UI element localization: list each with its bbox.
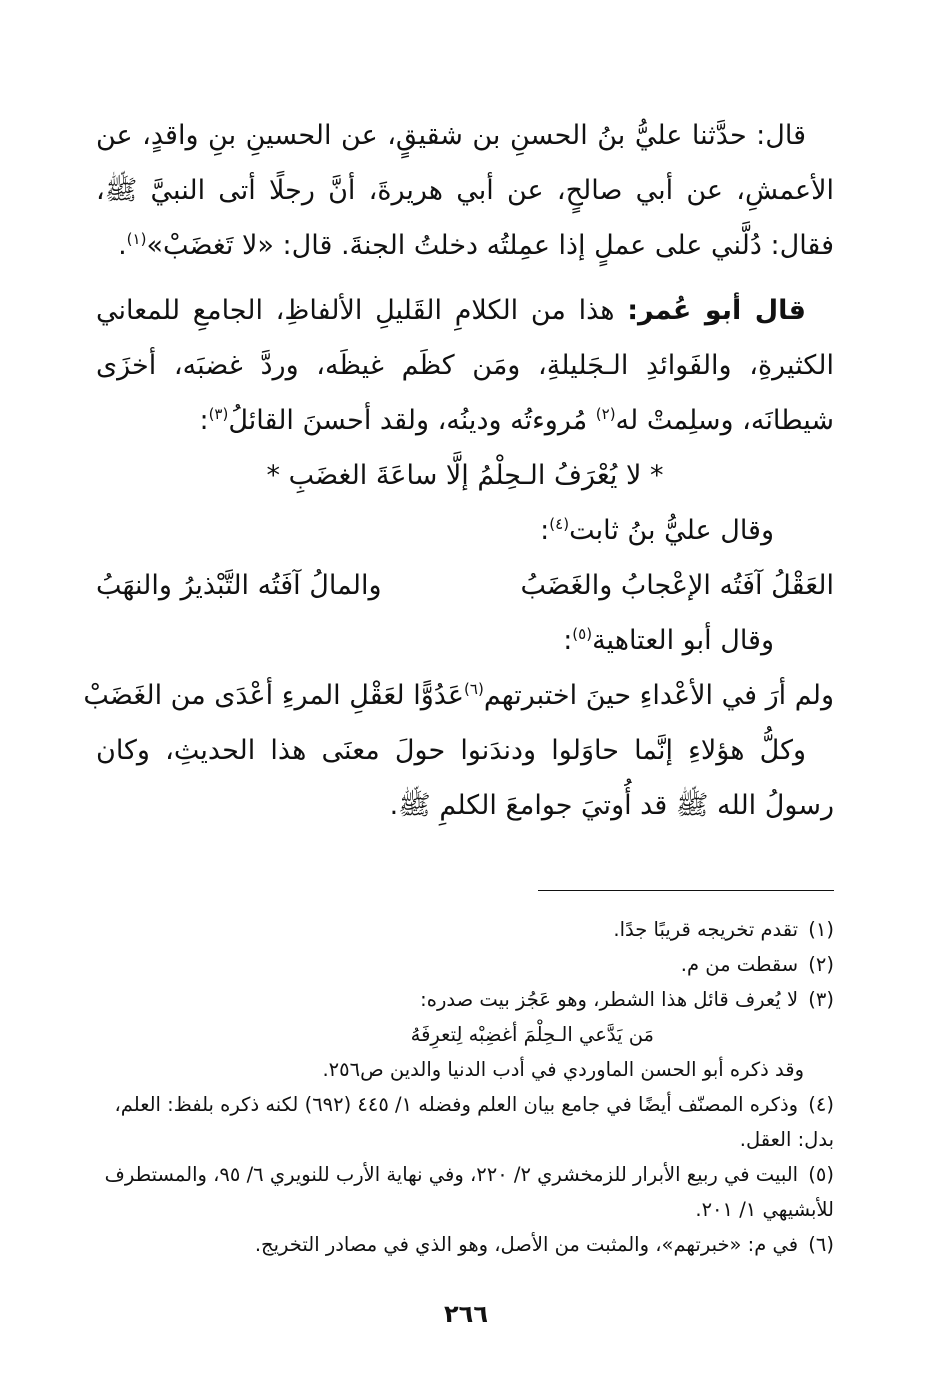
verse-2-first-hemistich: العَقْلُ آفَتُه الإعْجابُ والغَضَبُ [520,570,834,601]
footnote-6: (٦) في م: «خبرتهم»، والمثبت من الأصل، وهو الذي في مصادر التخريج. [254,1233,834,1256]
commentary-lead: قال أبو عُمر: [627,295,806,326]
footnotes-block [96,912,834,1262]
footnote-ref-2[interactable]: (٢) [595,405,616,423]
verse-line-2 [96,558,834,613]
paragraph-commentary: قال أبو عُمر: هذا من الكلامِ القَليلِ الألفاظِ، الجامعِ للمعاني الكثيرةِ، والفَوائدِ الـجَليلةِ، ومَن كظَم غيظَه، وردَّ غضبَه، أخزَى شيطانَه، وسلِمتْ له$^{(٢)}$ مُروءتُه ودينُه، ولقد أحسنَ القائلُ$^{(٣)}$: [96,295,834,436]
verse-3-first-hemistich: ولم أرَ في الأعْداءِ حينَ اختبرتهم$^{(٦)}$ [464,680,834,711]
footnote-2: (٢) سقطت من م. [680,953,834,976]
footnote-3-continuation: وقد ذكره أبو الحسن الماوردي في أدب الدنيا والدين ص٢٥٦. [322,1058,804,1081]
footnote-5: (٥) البيت في ربيع الأبرار للزمخشري ٢/ ٢٢٠، وفي نهاية الأرب للنويري ٦/ ٩٥، والمستطرف للأبشيهي ١/ ٢٠١. [104,1163,834,1221]
footnote-divider [538,890,834,891]
footnote-ref-3[interactable]: (٣) [208,405,229,423]
commentary-text-a: هذا من الكلامِ القَليلِ الألفاظِ، الجامعِ للمعاني الكثيرةِ، والفَوائدِ الـجَليلةِ، ومَن كظَم غيظَه، وردَّ غضبَه، أخزَى شيطانَه، وسلِمتْ له [96,295,834,436]
paragraph-hadith: قال: حدَّثنا عليُّ بنُ الحسنِ بن شقيقٍ، عن الحسينِ بنِ واقدٍ، عن الأعمشِ، عن أبي صالحٍ، عن أبي هريرةَ، أنَّ رجلًا أتى النبيَّ ﷺ، فقال: دُلَّني على عملٍ إذا عمِلتُه دخلتُ الجنةَ. قال: «لا تَغضَبْ»$^{(١)}$. [96,120,834,261]
footnote-ref-4[interactable]: (٤) [549,515,570,533]
footnote-ref-1[interactable]: (١) [126,230,147,248]
intro-abu-al-atahiya: وقال أبو العتاهية$^{(٥)}$: [563,625,774,656]
verse-3-second-hemistich: عَدُوًّا لعَقْلِ المرءِ أعْدَى من الغَضَبْ [83,680,465,711]
main-text-block [83,108,834,833]
footnote-1: (١) تقدم تخريجه قريبًا جدًا. [613,918,834,941]
footnote-3-verse: مَن يَدَّعي الـحِلْمَ أغضِبْه لِتعرِفَهُ [410,1023,654,1046]
verse-line-1: * لا يُعْرَفُ الـحِلْمُ إلَّا ساعَةَ الغضَبِ * [266,460,664,491]
intro-ali-ibn-thabit: وقال عليُّ بنُ ثابت$^{(٤)}$: [540,515,774,546]
footnote-3: (٣) لا يُعرف قائل هذا الشطر، وهو عَجُز بيت صدره: [420,988,834,1011]
hadith-text: قال: حدَّثنا عليُّ بنُ الحسنِ بن شقيقٍ، عن الحسينِ بنِ واقدٍ، عن الأعمشِ، عن أبي صالحٍ، عن أبي هريرةَ، أنَّ رجلًا أتى النبيَّ ﷺ، فقال: دُلَّني على عملٍ إذا عمِلتُه دخلتُ الجنةَ. قال: «لا تَغضَبْ» [96,120,834,261]
verse-line-3 [83,668,834,723]
paragraph-closing: وكلُّ هؤلاءِ إنَّما حاوَلوا ودندَنوا حولَ معنَى هذا الحديثِ، وكان رسولُ الله ﷺ قد أُوتيَ جوامعَ الكلمِ ﷺ. [96,735,834,821]
footnote-ref-5[interactable]: (٥) [572,625,593,643]
footnote-4: (٤) وذكره المصنّف أيضًا في جامع بيان العلم وفضله ١/ ٤٤٥ (٦٩٢) لكنه ذكره بلفظ: العلم، بدل: العقل. [114,1093,834,1151]
verse-2-second-hemistich: والمالُ آفَتُه التَّبْذيرُ والنهَبُ [96,570,382,601]
page-number: ٢٦٦ [444,1300,488,1328]
commentary-text-b: مُروءتُه ودينُه، ولقد أحسنَ القائلُ [228,405,596,436]
footnote-ref-6[interactable]: (٦) [464,680,484,698]
